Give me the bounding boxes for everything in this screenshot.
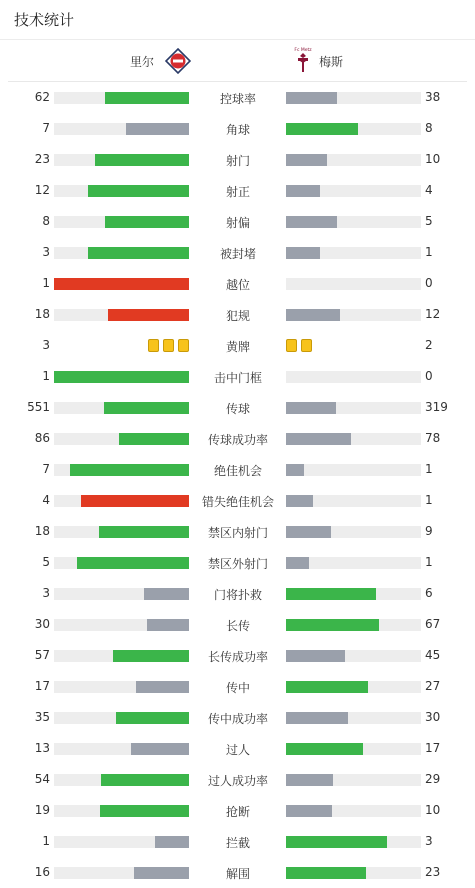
stat-label: 传中成功率	[207, 712, 268, 726]
home-stat-bar	[54, 619, 189, 631]
home-stat-value: 86	[34, 431, 50, 445]
away-stat-bar	[286, 92, 421, 104]
home-stat-bar-fill	[113, 650, 189, 662]
home-stat-bar-fill	[126, 123, 189, 135]
stat-label: 射正	[225, 185, 250, 199]
home-stat-bar-fill	[147, 619, 189, 631]
home-stat-value: 12	[34, 183, 50, 197]
stat-label: 射门	[225, 154, 250, 168]
away-stat-bar-fill	[286, 433, 351, 445]
away-stat-bar-fill	[286, 185, 320, 197]
home-stat-bar-fill	[101, 774, 189, 786]
stat-row	[0, 299, 475, 330]
home-stat-bar-fill	[105, 216, 189, 228]
away-stat-bar-fill	[286, 619, 379, 631]
away-stat-bar-fill	[286, 867, 366, 879]
home-stat-value: 7	[42, 121, 50, 135]
home-stat-bar-fill	[88, 247, 189, 259]
away-stat-value: 2	[425, 338, 433, 352]
home-stat-value: 1	[42, 369, 50, 383]
stat-row	[0, 516, 475, 547]
home-stat-bar-fill	[134, 867, 189, 879]
home-stat-bar	[54, 278, 189, 290]
home-stat-bar-fill	[131, 743, 189, 755]
yellow-card-icon	[178, 339, 189, 352]
home-stat-value: 8	[42, 214, 50, 228]
home-stat-bar	[54, 371, 189, 383]
away-stat-bar-fill	[286, 650, 345, 662]
stat-row	[0, 609, 475, 640]
away-stat-bar-fill	[286, 712, 348, 724]
home-stat-value: 4	[42, 493, 50, 507]
home-stat-bar-fill	[144, 588, 189, 600]
away-stat-bar-fill	[286, 123, 358, 135]
home-stat-bar-fill	[77, 557, 189, 569]
away-stat-value: 6	[425, 586, 433, 600]
home-stat-value: 35	[34, 710, 50, 724]
stat-label: 击中门框	[213, 371, 262, 385]
home-stat-value: 16	[34, 865, 50, 879]
stat-label: 绝佳机会	[213, 464, 262, 478]
away-stat-bar	[286, 495, 421, 507]
home-stat-bar	[54, 650, 189, 662]
away-stat-bar-fill	[286, 805, 332, 817]
home-stat-value: 30	[34, 617, 50, 631]
home-stat-value: 3	[42, 245, 50, 259]
stat-row	[0, 547, 475, 578]
home-stat-bar-fill	[116, 712, 189, 724]
home-stat-bar-fill	[54, 278, 189, 290]
away-stat-bar	[286, 588, 421, 600]
stat-label: 长传成功率	[207, 650, 268, 664]
home-stat-bar-fill	[108, 309, 189, 321]
home-stat-bar	[54, 402, 189, 414]
stat-row	[0, 454, 475, 485]
away-stat-bar-fill	[286, 588, 376, 600]
home-stat-value: 62	[34, 90, 50, 104]
away-stat-bar-fill	[286, 154, 327, 166]
yellow-card-icon	[163, 339, 174, 352]
stat-label: 传中	[225, 681, 250, 695]
stat-label: 抢断	[225, 805, 250, 819]
away-stat-bar	[286, 836, 421, 848]
stat-label: 黄牌	[225, 340, 250, 354]
away-stat-bar-fill	[286, 557, 309, 569]
stat-label: 解围	[225, 867, 250, 881]
away-stat-bar	[286, 464, 421, 476]
away-stat-bar-fill	[286, 681, 368, 693]
away-stat-bar	[286, 433, 421, 445]
stat-label: 被封堵	[219, 247, 256, 261]
home-stat-bar	[54, 743, 189, 755]
stat-label: 传球成功率	[207, 433, 268, 447]
away-stat-value: 23	[425, 865, 441, 879]
away-stat-value: 1	[425, 493, 433, 507]
away-team-name[interactable]: 梅斯	[319, 55, 344, 69]
away-stat-bar	[286, 123, 421, 135]
home-stat-bar	[54, 154, 189, 166]
stat-label: 控球率	[219, 92, 256, 106]
stat-row	[0, 206, 475, 237]
away-stat-bar	[286, 402, 421, 414]
away-stat-bar-fill	[286, 216, 337, 228]
stat-row	[0, 392, 475, 423]
stat-row	[0, 578, 475, 609]
away-stat-bar-fill	[286, 464, 304, 476]
away-stat-bar	[286, 867, 421, 879]
away-stat-bar	[286, 154, 421, 166]
home-stat-bar-fill	[104, 402, 189, 414]
home-stat-bar-fill	[119, 433, 189, 445]
home-stat-bar	[54, 774, 189, 786]
home-stat-bar	[54, 123, 189, 135]
home-stat-bar	[54, 309, 189, 321]
stat-row	[0, 857, 475, 888]
stat-label: 射偏	[225, 216, 250, 230]
away-stat-bar	[286, 681, 421, 693]
home-stat-bar	[54, 495, 189, 507]
away-stat-value: 67	[425, 617, 441, 631]
away-stat-bar	[286, 371, 421, 383]
home-stat-bar	[54, 433, 189, 445]
away-stat-value: 8	[425, 121, 433, 135]
stat-label: 长传	[225, 619, 250, 633]
stat-row	[0, 826, 475, 857]
home-stat-value: 18	[34, 307, 50, 321]
home-stat-bar-fill	[95, 154, 190, 166]
home-stat-value: 57	[34, 648, 50, 662]
away-stat-bar-fill	[286, 247, 320, 259]
stat-label: 犯规	[225, 309, 250, 323]
away-stat-value: 9	[425, 524, 433, 538]
away-stat-value: 1	[425, 462, 433, 476]
home-stat-bar	[54, 247, 189, 259]
stat-row	[0, 144, 475, 175]
home-stat-bar	[54, 92, 189, 104]
away-stat-bar	[286, 805, 421, 817]
away-stat-bar	[286, 526, 421, 538]
home-stat-bar-fill	[88, 185, 189, 197]
svg-text:Fc Metz: Fc Metz	[294, 48, 312, 53]
home-stat-value: 3	[42, 586, 50, 600]
stat-row	[0, 640, 475, 671]
home-stat-bar	[54, 836, 189, 848]
home-stat-bar	[54, 464, 189, 476]
stat-label: 拦截	[225, 836, 250, 850]
home-stat-value: 3	[42, 338, 50, 352]
home-stat-value: 23	[34, 152, 50, 166]
home-stat-bar	[54, 526, 189, 538]
home-stat-bar	[54, 185, 189, 197]
away-stat-value: 12	[425, 307, 441, 321]
stat-label: 门将扑救	[213, 588, 262, 602]
stat-label: 过人成功率	[207, 774, 268, 788]
stat-row	[0, 330, 475, 361]
team-header	[8, 40, 467, 82]
home-stat-bar	[54, 557, 189, 569]
away-stat-bar-fill	[286, 774, 333, 786]
away-stat-value: 0	[425, 276, 433, 290]
away-stat-bar-fill	[286, 495, 313, 507]
stat-label: 越位	[225, 278, 250, 292]
home-stat-value: 1	[42, 834, 50, 848]
home-stat-bar	[54, 216, 189, 228]
home-stat-bar	[54, 805, 189, 817]
stat-row	[0, 361, 475, 392]
away-stat-bar	[286, 619, 421, 631]
away-stat-bar-fill	[286, 526, 331, 538]
away-stat-bar-fill	[286, 743, 363, 755]
away-stat-bar	[286, 650, 421, 662]
away-stat-value: 38	[425, 90, 441, 104]
stat-row	[0, 795, 475, 826]
away-yellow-cards	[286, 339, 312, 352]
lille-logo-icon[interactable]	[165, 48, 191, 74]
away-stat-bar	[286, 774, 421, 786]
away-stat-bar	[286, 712, 421, 724]
stat-row	[0, 423, 475, 454]
stat-label: 角球	[225, 123, 250, 137]
away-stat-value: 5	[425, 214, 433, 228]
home-stat-value: 19	[34, 803, 50, 817]
home-stat-bar	[54, 712, 189, 724]
stat-row	[0, 175, 475, 206]
away-stat-bar-fill	[286, 92, 337, 104]
home-yellow-cards	[148, 339, 189, 352]
home-stat-bar-fill	[100, 805, 189, 817]
stat-label: 传球	[225, 402, 250, 416]
away-stat-value: 1	[425, 555, 433, 569]
away-stat-value: 10	[425, 803, 441, 817]
home-stat-bar-fill	[81, 495, 189, 507]
away-stat-value: 78	[425, 431, 441, 445]
home-stat-bar	[54, 588, 189, 600]
home-stat-bar-fill	[155, 836, 189, 848]
away-stat-bar	[286, 557, 421, 569]
stat-label: 禁区内射门	[207, 526, 268, 540]
home-stat-value: 17	[34, 679, 50, 693]
page-title: 技术统计	[0, 0, 475, 40]
away-stat-bar	[286, 743, 421, 755]
home-stat-value: 18	[34, 524, 50, 538]
home-stat-value: 54	[34, 772, 50, 786]
stat-row	[0, 113, 475, 144]
yellow-card-icon	[301, 339, 312, 352]
away-stat-bar	[286, 309, 421, 321]
away-stat-value: 3	[425, 834, 433, 848]
stat-row	[0, 733, 475, 764]
stat-label: 禁区外射门	[207, 557, 268, 571]
away-stat-value: 319	[425, 400, 448, 414]
home-stat-bar-fill	[105, 92, 189, 104]
stat-row	[0, 702, 475, 733]
stat-label: 过人	[225, 743, 250, 757]
away-stat-value: 27	[425, 679, 441, 693]
home-stat-value: 13	[34, 741, 50, 755]
home-stat-bar	[54, 867, 189, 879]
away-stat-bar	[286, 278, 421, 290]
home-stat-value: 5	[42, 555, 50, 569]
metz-logo-icon[interactable]	[294, 46, 312, 74]
stat-row	[0, 485, 475, 516]
away-stat-value: 45	[425, 648, 441, 662]
away-stat-value: 30	[425, 710, 441, 724]
home-stat-bar-fill	[54, 371, 189, 383]
home-stat-bar-fill	[136, 681, 189, 693]
away-stat-bar	[286, 185, 421, 197]
home-stat-value: 1	[42, 276, 50, 290]
yellow-card-icon	[148, 339, 159, 352]
stat-row	[0, 671, 475, 702]
away-stat-value: 17	[425, 741, 441, 755]
stat-row	[0, 237, 475, 268]
stats-list	[0, 82, 475, 888]
stat-row	[0, 82, 475, 113]
away-stat-value: 0	[425, 369, 433, 383]
away-stat-value: 10	[425, 152, 441, 166]
away-stat-bar-fill	[286, 309, 340, 321]
home-team-name[interactable]: 里尔	[129, 55, 154, 69]
away-stat-bar-fill	[286, 402, 336, 414]
stat-row	[0, 268, 475, 299]
yellow-card-icon	[286, 339, 297, 352]
away-stat-bar	[286, 247, 421, 259]
away-stat-value: 1	[425, 245, 433, 259]
away-stat-bar	[286, 216, 421, 228]
stat-row	[0, 764, 475, 795]
stat-label: 错失绝佳机会	[201, 495, 274, 509]
home-stat-bar	[54, 681, 189, 693]
home-stat-bar-fill	[70, 464, 189, 476]
away-stat-value: 4	[425, 183, 433, 197]
away-stat-value: 29	[425, 772, 441, 786]
away-stat-bar-fill	[286, 836, 387, 848]
home-stat-bar-fill	[99, 526, 189, 538]
home-stat-value: 7	[42, 462, 50, 476]
home-stat-value: 551	[27, 400, 50, 414]
